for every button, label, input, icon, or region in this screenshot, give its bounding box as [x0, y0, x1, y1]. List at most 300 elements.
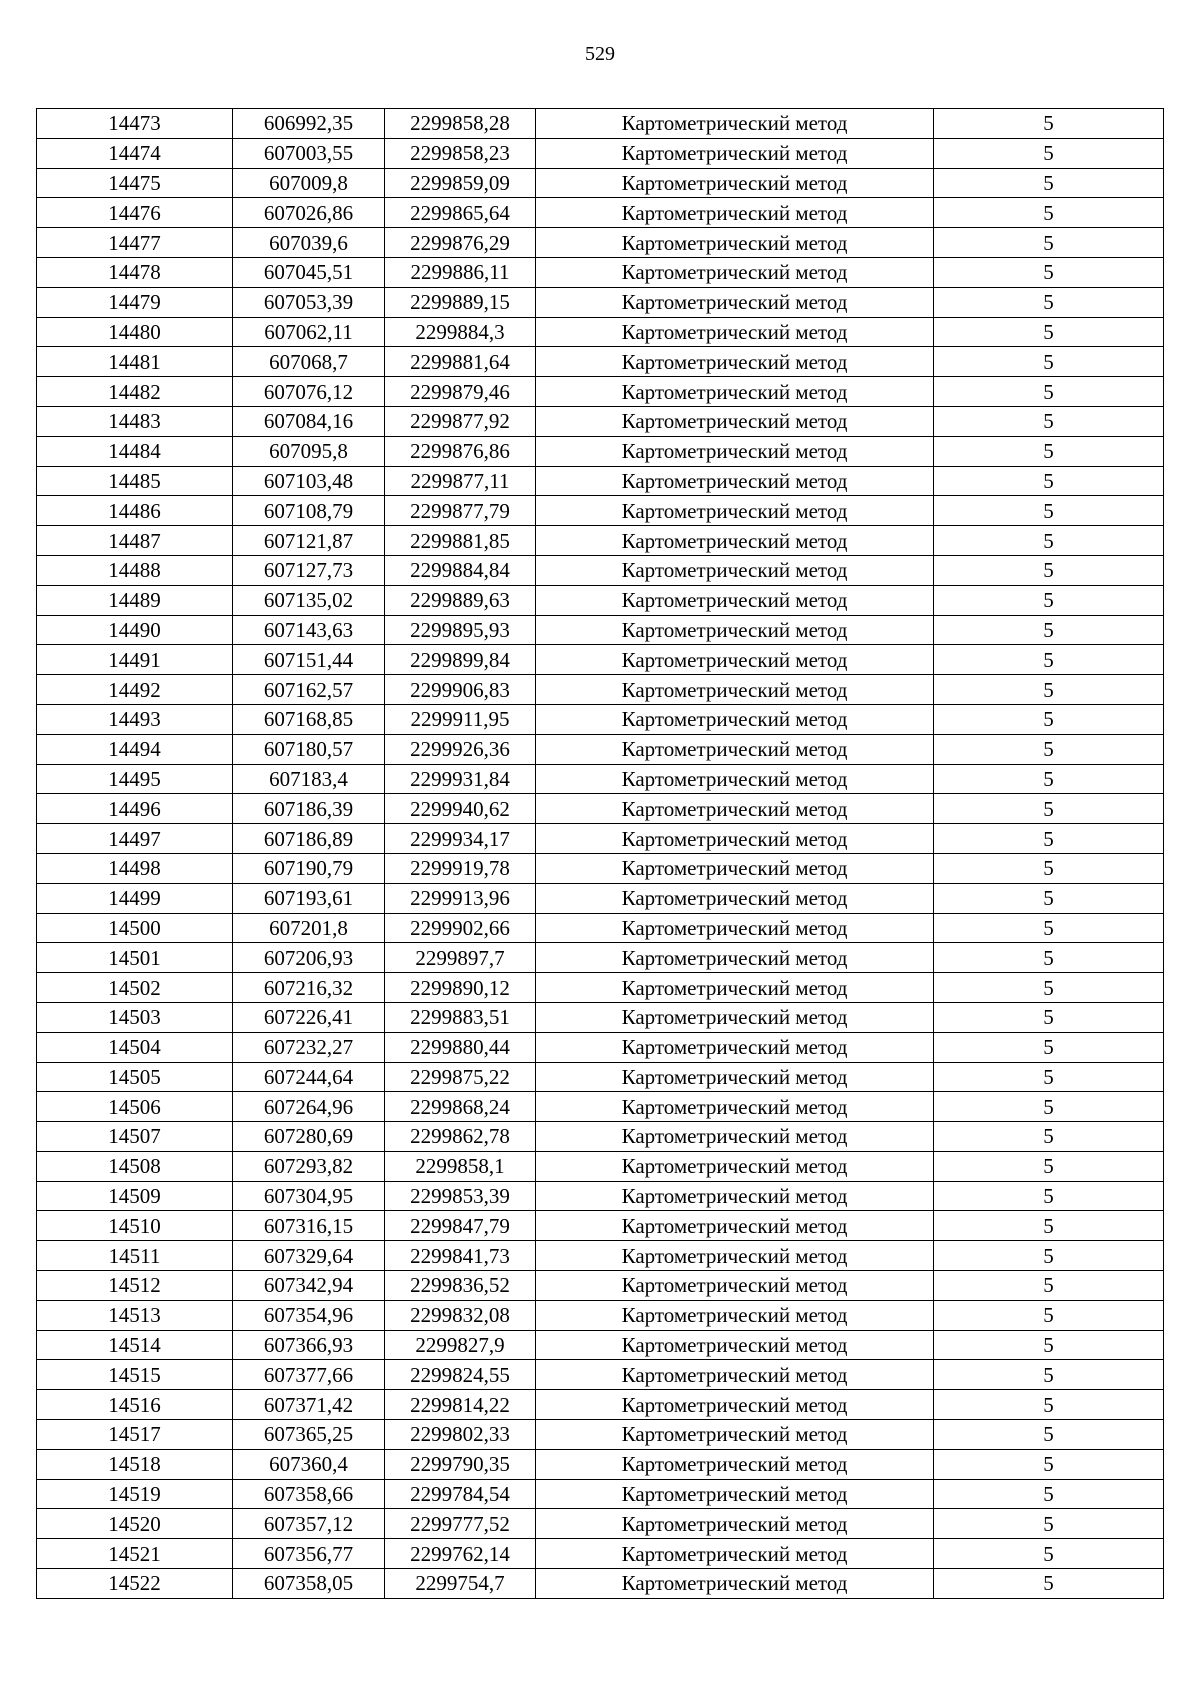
method-cell: Картометрический метод	[536, 1241, 934, 1271]
accuracy-cell: 5	[934, 526, 1164, 556]
x-coordinate-cell: 607360,4	[233, 1449, 385, 1479]
table-row	[37, 734, 1164, 764]
point-number-cell: 14482	[37, 377, 233, 407]
method-cell: Картометрический метод	[536, 943, 934, 973]
y-coordinate-cell: 2299902,66	[385, 913, 536, 943]
table-row	[37, 1300, 1164, 1330]
x-coordinate-cell: 607180,57	[233, 734, 385, 764]
method-cell: Картометрический метод	[536, 317, 934, 347]
table-row	[37, 824, 1164, 854]
table-row	[37, 496, 1164, 526]
method-cell: Картометрический метод	[536, 675, 934, 705]
accuracy-cell: 5	[934, 436, 1164, 466]
x-coordinate-cell: 607076,12	[233, 377, 385, 407]
method-cell: Картометрический метод	[536, 466, 934, 496]
table-row	[37, 406, 1164, 436]
point-number-cell: 14508	[37, 1151, 233, 1181]
accuracy-cell: 5	[934, 853, 1164, 883]
point-number-cell: 14480	[37, 317, 233, 347]
method-cell: Картометрический метод	[536, 734, 934, 764]
table-row	[37, 615, 1164, 645]
table-row	[37, 317, 1164, 347]
y-coordinate-cell: 2299877,79	[385, 496, 536, 526]
point-number-cell: 14522	[37, 1569, 233, 1599]
accuracy-cell: 5	[934, 883, 1164, 913]
table-row	[37, 1151, 1164, 1181]
point-number-cell: 14484	[37, 436, 233, 466]
accuracy-cell: 5	[934, 1181, 1164, 1211]
point-number-cell: 14475	[37, 168, 233, 198]
accuracy-cell: 5	[934, 1479, 1164, 1509]
y-coordinate-cell: 2299926,36	[385, 734, 536, 764]
method-cell: Картометрический метод	[536, 585, 934, 615]
point-number-cell: 14474	[37, 138, 233, 168]
y-coordinate-cell: 2299889,63	[385, 585, 536, 615]
table-row	[37, 585, 1164, 615]
table-row	[37, 943, 1164, 973]
y-coordinate-cell: 2299876,29	[385, 228, 536, 258]
point-number-cell: 14485	[37, 466, 233, 496]
table-row	[37, 1509, 1164, 1539]
table-row	[37, 1271, 1164, 1301]
x-coordinate-cell: 607009,8	[233, 168, 385, 198]
x-coordinate-cell: 607366,93	[233, 1330, 385, 1360]
x-coordinate-cell: 607168,85	[233, 704, 385, 734]
y-coordinate-cell: 2299877,92	[385, 406, 536, 436]
table-row	[37, 347, 1164, 377]
point-number-cell: 14491	[37, 645, 233, 675]
x-coordinate-cell: 607293,82	[233, 1151, 385, 1181]
y-coordinate-cell: 2299858,1	[385, 1151, 536, 1181]
method-cell: Картометрический метод	[536, 1360, 934, 1390]
method-cell: Картометрический метод	[536, 824, 934, 854]
accuracy-cell: 5	[934, 824, 1164, 854]
point-number-cell: 14487	[37, 526, 233, 556]
point-number-cell: 14477	[37, 228, 233, 258]
y-coordinate-cell: 2299814,22	[385, 1390, 536, 1420]
y-coordinate-cell: 2299875,22	[385, 1062, 536, 1092]
table-row	[37, 1002, 1164, 1032]
x-coordinate-cell: 607264,96	[233, 1092, 385, 1122]
accuracy-cell: 5	[934, 1569, 1164, 1599]
accuracy-cell: 5	[934, 1271, 1164, 1301]
method-cell: Картометрический метод	[536, 883, 934, 913]
y-coordinate-cell: 2299832,08	[385, 1300, 536, 1330]
accuracy-cell: 5	[934, 1211, 1164, 1241]
x-coordinate-cell: 607068,7	[233, 347, 385, 377]
y-coordinate-cell: 2299881,64	[385, 347, 536, 377]
y-coordinate-cell: 2299858,28	[385, 109, 536, 139]
point-number-cell: 14516	[37, 1390, 233, 1420]
y-coordinate-cell: 2299877,11	[385, 466, 536, 496]
y-coordinate-cell: 2299841,73	[385, 1241, 536, 1271]
point-number-cell: 14504	[37, 1032, 233, 1062]
x-coordinate-cell: 607151,44	[233, 645, 385, 675]
y-coordinate-cell: 2299865,64	[385, 198, 536, 228]
point-number-cell: 14494	[37, 734, 233, 764]
page-number: 529	[585, 43, 615, 65]
y-coordinate-cell: 2299777,52	[385, 1509, 536, 1539]
method-cell: Картометрический метод	[536, 436, 934, 466]
accuracy-cell: 5	[934, 555, 1164, 585]
x-coordinate-cell: 607143,63	[233, 615, 385, 645]
accuracy-cell: 5	[934, 1420, 1164, 1450]
accuracy-cell: 5	[934, 585, 1164, 615]
point-number-cell: 14514	[37, 1330, 233, 1360]
table-row	[37, 466, 1164, 496]
x-coordinate-cell: 607329,64	[233, 1241, 385, 1271]
accuracy-cell: 5	[934, 734, 1164, 764]
accuracy-cell: 5	[934, 675, 1164, 705]
table-row	[37, 526, 1164, 556]
method-cell: Картометрический метод	[536, 913, 934, 943]
y-coordinate-cell: 2299859,09	[385, 168, 536, 198]
table-row	[37, 1420, 1164, 1450]
accuracy-cell: 5	[934, 1330, 1164, 1360]
accuracy-cell: 5	[934, 347, 1164, 377]
point-number-cell: 14513	[37, 1300, 233, 1330]
x-coordinate-cell: 607356,77	[233, 1539, 385, 1569]
method-cell: Картометрический метод	[536, 377, 934, 407]
table-row	[37, 1449, 1164, 1479]
method-cell: Картометрический метод	[536, 1151, 934, 1181]
x-coordinate-cell: 607371,42	[233, 1390, 385, 1420]
method-cell: Картометрический метод	[536, 555, 934, 585]
table-row	[37, 1569, 1164, 1599]
point-number-cell: 14520	[37, 1509, 233, 1539]
y-coordinate-cell: 2299879,46	[385, 377, 536, 407]
accuracy-cell: 5	[934, 168, 1164, 198]
y-coordinate-cell: 2299827,9	[385, 1330, 536, 1360]
x-coordinate-cell: 607354,96	[233, 1300, 385, 1330]
accuracy-cell: 5	[934, 615, 1164, 645]
table-row	[37, 853, 1164, 883]
method-cell: Картометрический метод	[536, 228, 934, 258]
method-cell: Картометрический метод	[536, 257, 934, 287]
method-cell: Картометрический метод	[536, 1062, 934, 1092]
method-cell: Картометрический метод	[536, 1271, 934, 1301]
table-row	[37, 555, 1164, 585]
accuracy-cell: 5	[934, 287, 1164, 317]
y-coordinate-cell: 2299895,93	[385, 615, 536, 645]
accuracy-cell: 5	[934, 109, 1164, 139]
x-coordinate-cell: 607053,39	[233, 287, 385, 317]
x-coordinate-cell: 606992,35	[233, 109, 385, 139]
x-coordinate-cell: 607039,6	[233, 228, 385, 258]
method-cell: Картометрический метод	[536, 615, 934, 645]
method-cell: Картометрический метод	[536, 1390, 934, 1420]
accuracy-cell: 5	[934, 1360, 1164, 1390]
accuracy-cell: 5	[934, 317, 1164, 347]
accuracy-cell: 5	[934, 973, 1164, 1003]
accuracy-cell: 5	[934, 1390, 1164, 1420]
x-coordinate-cell: 607342,94	[233, 1271, 385, 1301]
table-row	[37, 1390, 1164, 1420]
table-row	[37, 704, 1164, 734]
y-coordinate-cell: 2299884,84	[385, 555, 536, 585]
table-row	[37, 1479, 1164, 1509]
x-coordinate-cell: 607357,12	[233, 1509, 385, 1539]
x-coordinate-cell: 607358,05	[233, 1569, 385, 1599]
x-coordinate-cell: 607135,02	[233, 585, 385, 615]
x-coordinate-cell: 607206,93	[233, 943, 385, 973]
y-coordinate-cell: 2299824,55	[385, 1360, 536, 1390]
x-coordinate-cell: 607193,61	[233, 883, 385, 913]
method-cell: Картометрический метод	[536, 1479, 934, 1509]
method-cell: Картометрический метод	[536, 1002, 934, 1032]
x-coordinate-cell: 607190,79	[233, 853, 385, 883]
accuracy-cell: 5	[934, 645, 1164, 675]
point-number-cell: 14476	[37, 198, 233, 228]
point-number-cell: 14496	[37, 794, 233, 824]
method-cell: Картометрический метод	[536, 1300, 934, 1330]
x-coordinate-cell: 607127,73	[233, 555, 385, 585]
y-coordinate-cell: 2299853,39	[385, 1181, 536, 1211]
accuracy-cell: 5	[934, 1122, 1164, 1152]
method-cell: Картометрический метод	[536, 704, 934, 734]
method-cell: Картометрический метод	[536, 1449, 934, 1479]
table-row	[37, 675, 1164, 705]
point-number-cell: 14502	[37, 973, 233, 1003]
point-number-cell: 14492	[37, 675, 233, 705]
point-number-cell: 14515	[37, 1360, 233, 1390]
y-coordinate-cell: 2299790,35	[385, 1449, 536, 1479]
x-coordinate-cell: 607084,16	[233, 406, 385, 436]
method-cell: Картометрический метод	[536, 973, 934, 1003]
y-coordinate-cell: 2299940,62	[385, 794, 536, 824]
method-cell: Картометрический метод	[536, 1539, 934, 1569]
table-row	[37, 1181, 1164, 1211]
y-coordinate-cell: 2299919,78	[385, 853, 536, 883]
accuracy-cell: 5	[934, 943, 1164, 973]
table-row	[37, 645, 1164, 675]
x-coordinate-cell: 607103,48	[233, 466, 385, 496]
method-cell: Картометрический метод	[536, 496, 934, 526]
y-coordinate-cell: 2299876,86	[385, 436, 536, 466]
accuracy-cell: 5	[934, 496, 1164, 526]
point-number-cell: 14490	[37, 615, 233, 645]
accuracy-cell: 5	[934, 794, 1164, 824]
point-number-cell: 14512	[37, 1271, 233, 1301]
table-row	[37, 764, 1164, 794]
table-row	[37, 287, 1164, 317]
method-cell: Картометрический метод	[536, 1032, 934, 1062]
point-number-cell: 14505	[37, 1062, 233, 1092]
table-row	[37, 1122, 1164, 1152]
accuracy-cell: 5	[934, 406, 1164, 436]
table-row	[37, 138, 1164, 168]
point-number-cell: 14503	[37, 1002, 233, 1032]
accuracy-cell: 5	[934, 1092, 1164, 1122]
accuracy-cell: 5	[934, 1032, 1164, 1062]
method-cell: Картометрический метод	[536, 1211, 934, 1241]
x-coordinate-cell: 607026,86	[233, 198, 385, 228]
point-number-cell: 14501	[37, 943, 233, 973]
table-row	[37, 913, 1164, 943]
accuracy-cell: 5	[934, 466, 1164, 496]
point-number-cell: 14521	[37, 1539, 233, 1569]
x-coordinate-cell: 607280,69	[233, 1122, 385, 1152]
y-coordinate-cell: 2299754,7	[385, 1569, 536, 1599]
method-cell: Картометрический метод	[536, 764, 934, 794]
y-coordinate-cell: 2299890,12	[385, 973, 536, 1003]
point-number-cell: 14517	[37, 1420, 233, 1450]
accuracy-cell: 5	[934, 228, 1164, 258]
x-coordinate-cell: 607108,79	[233, 496, 385, 526]
point-number-cell: 14500	[37, 913, 233, 943]
y-coordinate-cell: 2299884,3	[385, 317, 536, 347]
accuracy-cell: 5	[934, 1449, 1164, 1479]
accuracy-cell: 5	[934, 764, 1164, 794]
table-row	[37, 436, 1164, 466]
y-coordinate-cell: 2299784,54	[385, 1479, 536, 1509]
x-coordinate-cell: 607062,11	[233, 317, 385, 347]
method-cell: Картометрический метод	[536, 109, 934, 139]
point-number-cell: 14511	[37, 1241, 233, 1271]
accuracy-cell: 5	[934, 1151, 1164, 1181]
method-cell: Картометрический метод	[536, 287, 934, 317]
method-cell: Картометрический метод	[536, 1509, 934, 1539]
table-row	[37, 883, 1164, 913]
y-coordinate-cell: 2299836,52	[385, 1271, 536, 1301]
accuracy-cell: 5	[934, 257, 1164, 287]
y-coordinate-cell: 2299847,79	[385, 1211, 536, 1241]
point-number-cell: 14519	[37, 1479, 233, 1509]
accuracy-cell: 5	[934, 198, 1164, 228]
y-coordinate-cell: 2299911,95	[385, 704, 536, 734]
y-coordinate-cell: 2299880,44	[385, 1032, 536, 1062]
accuracy-cell: 5	[934, 913, 1164, 943]
table-row	[37, 1092, 1164, 1122]
x-coordinate-cell: 607316,15	[233, 1211, 385, 1241]
point-number-cell: 14498	[37, 853, 233, 883]
method-cell: Картометрический метод	[536, 1420, 934, 1450]
x-coordinate-cell: 607162,57	[233, 675, 385, 705]
accuracy-cell: 5	[934, 1539, 1164, 1569]
accuracy-cell: 5	[934, 1241, 1164, 1271]
table-row	[37, 1211, 1164, 1241]
accuracy-cell: 5	[934, 1509, 1164, 1539]
method-cell: Картометрический метод	[536, 138, 934, 168]
x-coordinate-cell: 607377,66	[233, 1360, 385, 1390]
y-coordinate-cell: 2299899,84	[385, 645, 536, 675]
table-row	[37, 377, 1164, 407]
table-row	[37, 109, 1164, 139]
y-coordinate-cell: 2299881,85	[385, 526, 536, 556]
point-number-cell: 14481	[37, 347, 233, 377]
y-coordinate-cell: 2299897,7	[385, 943, 536, 973]
table-row	[37, 257, 1164, 287]
y-coordinate-cell: 2299802,33	[385, 1420, 536, 1450]
point-number-cell: 14497	[37, 824, 233, 854]
x-coordinate-cell: 607121,87	[233, 526, 385, 556]
y-coordinate-cell: 2299934,17	[385, 824, 536, 854]
point-number-cell: 14499	[37, 883, 233, 913]
point-number-cell: 14493	[37, 704, 233, 734]
point-number-cell: 14473	[37, 109, 233, 139]
point-number-cell: 14510	[37, 1211, 233, 1241]
x-coordinate-cell: 607216,32	[233, 973, 385, 1003]
method-cell: Картометрический метод	[536, 168, 934, 198]
y-coordinate-cell: 2299858,23	[385, 138, 536, 168]
y-coordinate-cell: 2299868,24	[385, 1092, 536, 1122]
y-coordinate-cell: 2299913,96	[385, 883, 536, 913]
method-cell: Картометрический метод	[536, 526, 934, 556]
point-number-cell: 14488	[37, 555, 233, 585]
accuracy-cell: 5	[934, 1062, 1164, 1092]
method-cell: Картометрический метод	[536, 406, 934, 436]
y-coordinate-cell: 2299862,78	[385, 1122, 536, 1152]
table-row	[37, 1062, 1164, 1092]
x-coordinate-cell: 607201,8	[233, 913, 385, 943]
point-number-cell: 14489	[37, 585, 233, 615]
table-row	[37, 1032, 1164, 1062]
method-cell: Картометрический метод	[536, 1122, 934, 1152]
method-cell: Картометрический метод	[536, 347, 934, 377]
accuracy-cell: 5	[934, 138, 1164, 168]
point-number-cell: 14518	[37, 1449, 233, 1479]
table-row	[37, 198, 1164, 228]
x-coordinate-cell: 607095,8	[233, 436, 385, 466]
method-cell: Картометрический метод	[536, 1181, 934, 1211]
y-coordinate-cell: 2299886,11	[385, 257, 536, 287]
point-number-cell: 14479	[37, 287, 233, 317]
y-coordinate-cell: 2299906,83	[385, 675, 536, 705]
table-row	[37, 1330, 1164, 1360]
x-coordinate-cell: 607186,39	[233, 794, 385, 824]
x-coordinate-cell: 607244,64	[233, 1062, 385, 1092]
x-coordinate-cell: 607226,41	[233, 1002, 385, 1032]
x-coordinate-cell: 607365,25	[233, 1420, 385, 1450]
table-row	[37, 1241, 1164, 1271]
method-cell: Картометрический метод	[536, 794, 934, 824]
method-cell: Картометрический метод	[536, 1330, 934, 1360]
method-cell: Картометрический метод	[536, 645, 934, 675]
point-number-cell: 14509	[37, 1181, 233, 1211]
x-coordinate-cell: 607186,89	[233, 824, 385, 854]
table-row	[37, 1539, 1164, 1569]
accuracy-cell: 5	[934, 704, 1164, 734]
x-coordinate-cell: 607358,66	[233, 1479, 385, 1509]
y-coordinate-cell: 2299883,51	[385, 1002, 536, 1032]
point-number-cell: 14486	[37, 496, 233, 526]
accuracy-cell: 5	[934, 1300, 1164, 1330]
x-coordinate-cell: 607304,95	[233, 1181, 385, 1211]
table-row	[37, 794, 1164, 824]
table-row	[37, 1360, 1164, 1390]
point-number-cell: 14483	[37, 406, 233, 436]
table-row	[37, 168, 1164, 198]
x-coordinate-cell: 607183,4	[233, 764, 385, 794]
x-coordinate-cell: 607003,55	[233, 138, 385, 168]
coordinates-table	[36, 108, 1164, 1599]
method-cell: Картометрический метод	[536, 853, 934, 883]
point-number-cell: 14495	[37, 764, 233, 794]
x-coordinate-cell: 607045,51	[233, 257, 385, 287]
coordinates-table-body	[37, 109, 1164, 1599]
point-number-cell: 14506	[37, 1092, 233, 1122]
accuracy-cell: 5	[934, 1002, 1164, 1032]
method-cell: Картометрический метод	[536, 1569, 934, 1599]
y-coordinate-cell: 2299762,14	[385, 1539, 536, 1569]
point-number-cell: 14478	[37, 257, 233, 287]
method-cell: Картометрический метод	[536, 1092, 934, 1122]
x-coordinate-cell: 607232,27	[233, 1032, 385, 1062]
y-coordinate-cell: 2299931,84	[385, 764, 536, 794]
y-coordinate-cell: 2299889,15	[385, 287, 536, 317]
point-number-cell: 14507	[37, 1122, 233, 1152]
table-row	[37, 973, 1164, 1003]
